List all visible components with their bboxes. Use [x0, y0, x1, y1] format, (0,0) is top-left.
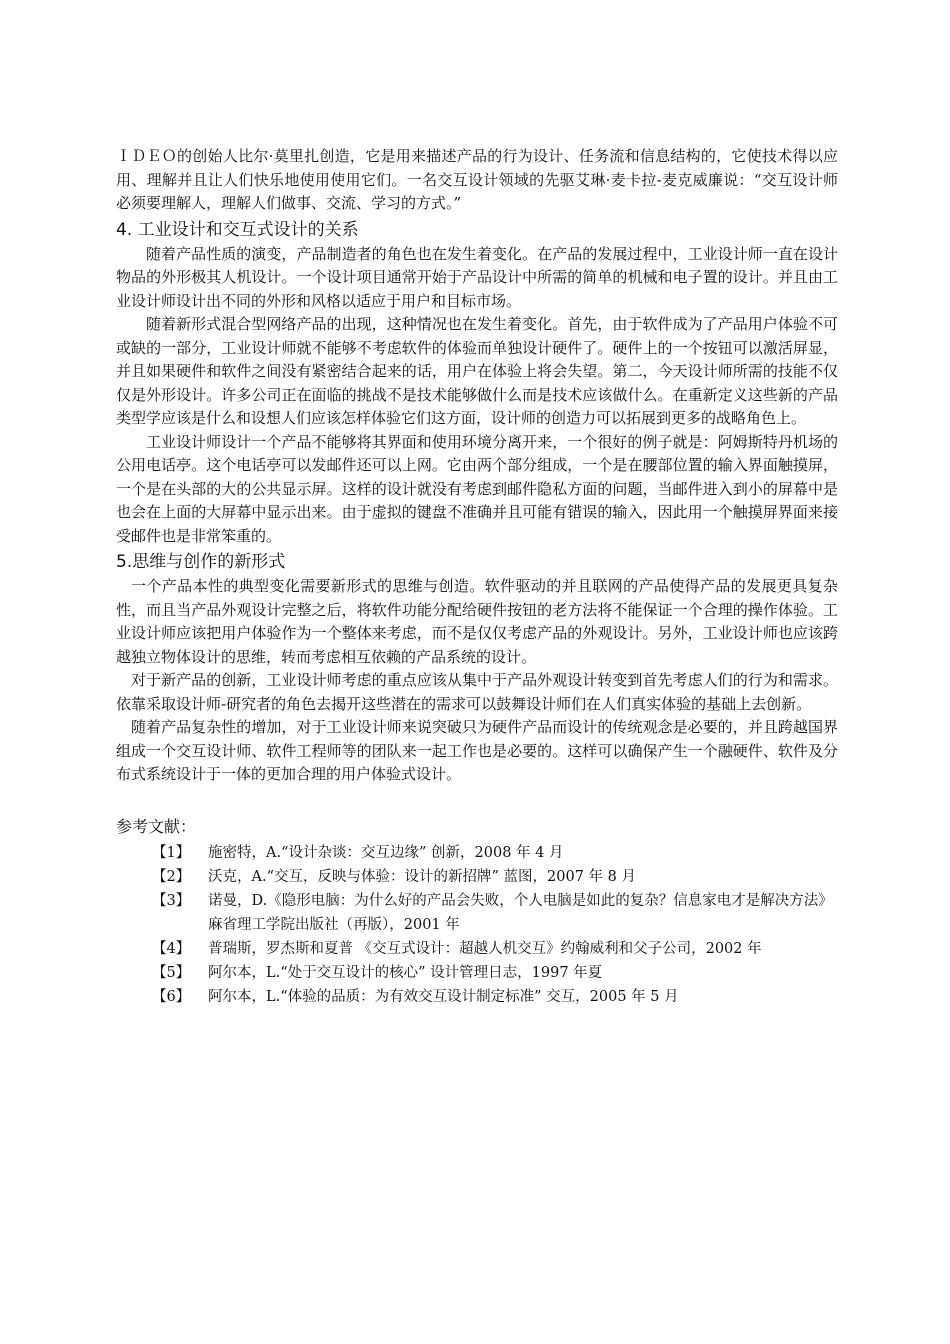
reference-text: 诺曼，D.《隐形电脑：为什么好的产品会失败，个人电脑是如此的复杂？信息家电才是解决方法》 麻省理工学院出版社（再版），2001 年 — [208, 892, 833, 933]
reference-text: 普瑞斯，罗杰斯和夏普 《交互式设计：超越人机交互》约翰威利和父子公司，2002 年 — [208, 940, 762, 957]
reference-number: 【6】 — [152, 988, 191, 1005]
reference-item — [116, 961, 838, 985]
reference-item — [116, 865, 838, 889]
reference-item — [116, 841, 838, 865]
reference-number: 【4】 — [152, 940, 191, 957]
section-spacer — [116, 787, 838, 815]
reference-number: 【5】 — [152, 964, 191, 981]
section-5-paragraph-1: 一个产品本性的典型变化需要新形式的思维与创造。软件驱动的并且联网的产品使得产品的发展更具复杂性，而且当产品外观设计完整之后，将软件功能分配给硬件按钮的老方法将不能保证一个合理的操作体验。工业设计师应该把用户体验作为一个整体来考虑，而不是仅仅考虑产品的外观设计。另外，工业设计师也应该跨越独立物体设计的思维，转而考虑相互依赖的产品系统的设计。 — [116, 577, 838, 666]
section-5-paragraph-2: 对于新产品的创新，工业设计师考虑的重点应该从集中于产品外观设计转变到首先考虑人们的行为和需求。依靠采取设计师-研究者的角色去揭开这些潜在的需求可以鼓舞设计师们在人们真实体验的基础上去创新。 — [116, 671, 838, 713]
reference-item — [116, 985, 838, 1009]
references-title: 参考文献： — [116, 816, 197, 836]
section-4-paragraph-1: 随着产品性质的演变，产品制造者的角色也在发生着变化。在产品的发展过程中，工业设计师一直在设计物品的外形极其人机设计。一个设计项目通常开始于产品设计中所需的简单的机械和电子置的设计。并且由工业设计师设计出不同的外形和风格以适应于用户和目标市场。 — [116, 244, 838, 310]
reference-text: 施密特，A.“设计杂谈：交互边缘” 创新，2008 年 4 月 — [208, 844, 564, 861]
intro-paragraph: ＩＤＥＯ的创始人比尔·莫里扎创造，它是用来描述产品的行为设计、任务流和信息结构的，它使技术得以应用、理解并且让人们快乐地使用使用它们。一名交互设计领域的先驱艾琳·麦卡拉-麦克威廉说：“交互设计师必须要理解人，理解人们做事、交流、学习的方式。” — [116, 147, 838, 212]
section-4-paragraph-2: 随着新形式混合型网络产品的出现，这种情况也在发生着变化。首先，由于软件成为了产品用户体验不可或缺的一部分，工业设计师就不能够不考虑软件的体验而单独设计硬件了。硬件上的一个按钮可以激活屏显，并且如果硬件和软件之间没有紧密结合起来的话，用户在体验上将会失望。第二，今天设计师所需的技能不仅仅是外形设计。许多公司正在面临的挑战不是技术能够做什么而是技术应该做什么。在重新定义这些新的产品类型学应该是什么和设想人们应该怎样体验它们这方面，设计师的创造力可以拓展到更多的战略角色上。 — [116, 315, 838, 427]
reference-item — [116, 889, 838, 937]
section-4-paragraph-3: 工业设计师设计一个产品不能够将其界面和使用环境分离开来，一个很好的例子就是：阿姆斯特丹机场的公用电话亭。这个电话亭可以发邮件还可以上网。它由两个部分组成，一个是在腰部位置的输入界面触摸屏，一个是在头部的大的公共显示屏。这样的设计就没有考虑到邮件隐私方面的问题，当邮件进入到小的屏幕中是也会在上面的大屏幕中显示出来。由于虚拟的键盘不准确并且可能有错误的输入，因此用一个触摸屏界面来接受邮件也是非常笨重的。 — [116, 432, 838, 545]
reference-number: 【2】 — [152, 868, 191, 885]
section-5-paragraph-3: 随着产品复杂性的增加，对于工业设计师来说突破只为硬件产品而设计的传统观念是必要的，并且跨越国界组成一个交互设计师、软件工程师等的团队来一起工作也是必要的。这样可以确保产生一个融硬件、软件及分布式系统设计于一体的更加合理的用户体验式设计。 — [116, 718, 838, 783]
reference-text: 沃克，A.“交互，反映与体验：设计的新招牌” 蓝图，2007 年 8 月 — [208, 868, 636, 885]
section-4-heading: 4. 工业设计和交互式设计的关系 — [116, 219, 359, 240]
document-page — [116, 145, 838, 1009]
reference-text: 阿尔本，L.“处于交互设计的核心” 设计管理日志，1997 年夏 — [208, 964, 603, 981]
section-5-heading: 5.思维与创作的新形式 — [116, 552, 286, 572]
reference-number: 【1】 — [152, 844, 191, 861]
reference-number: 【3】 — [152, 892, 191, 909]
reference-text: 阿尔本，L.“体验的品质：为有效交互设计制定标准” 交互，2005 年 5 月 — [208, 988, 679, 1005]
reference-item — [116, 937, 838, 961]
